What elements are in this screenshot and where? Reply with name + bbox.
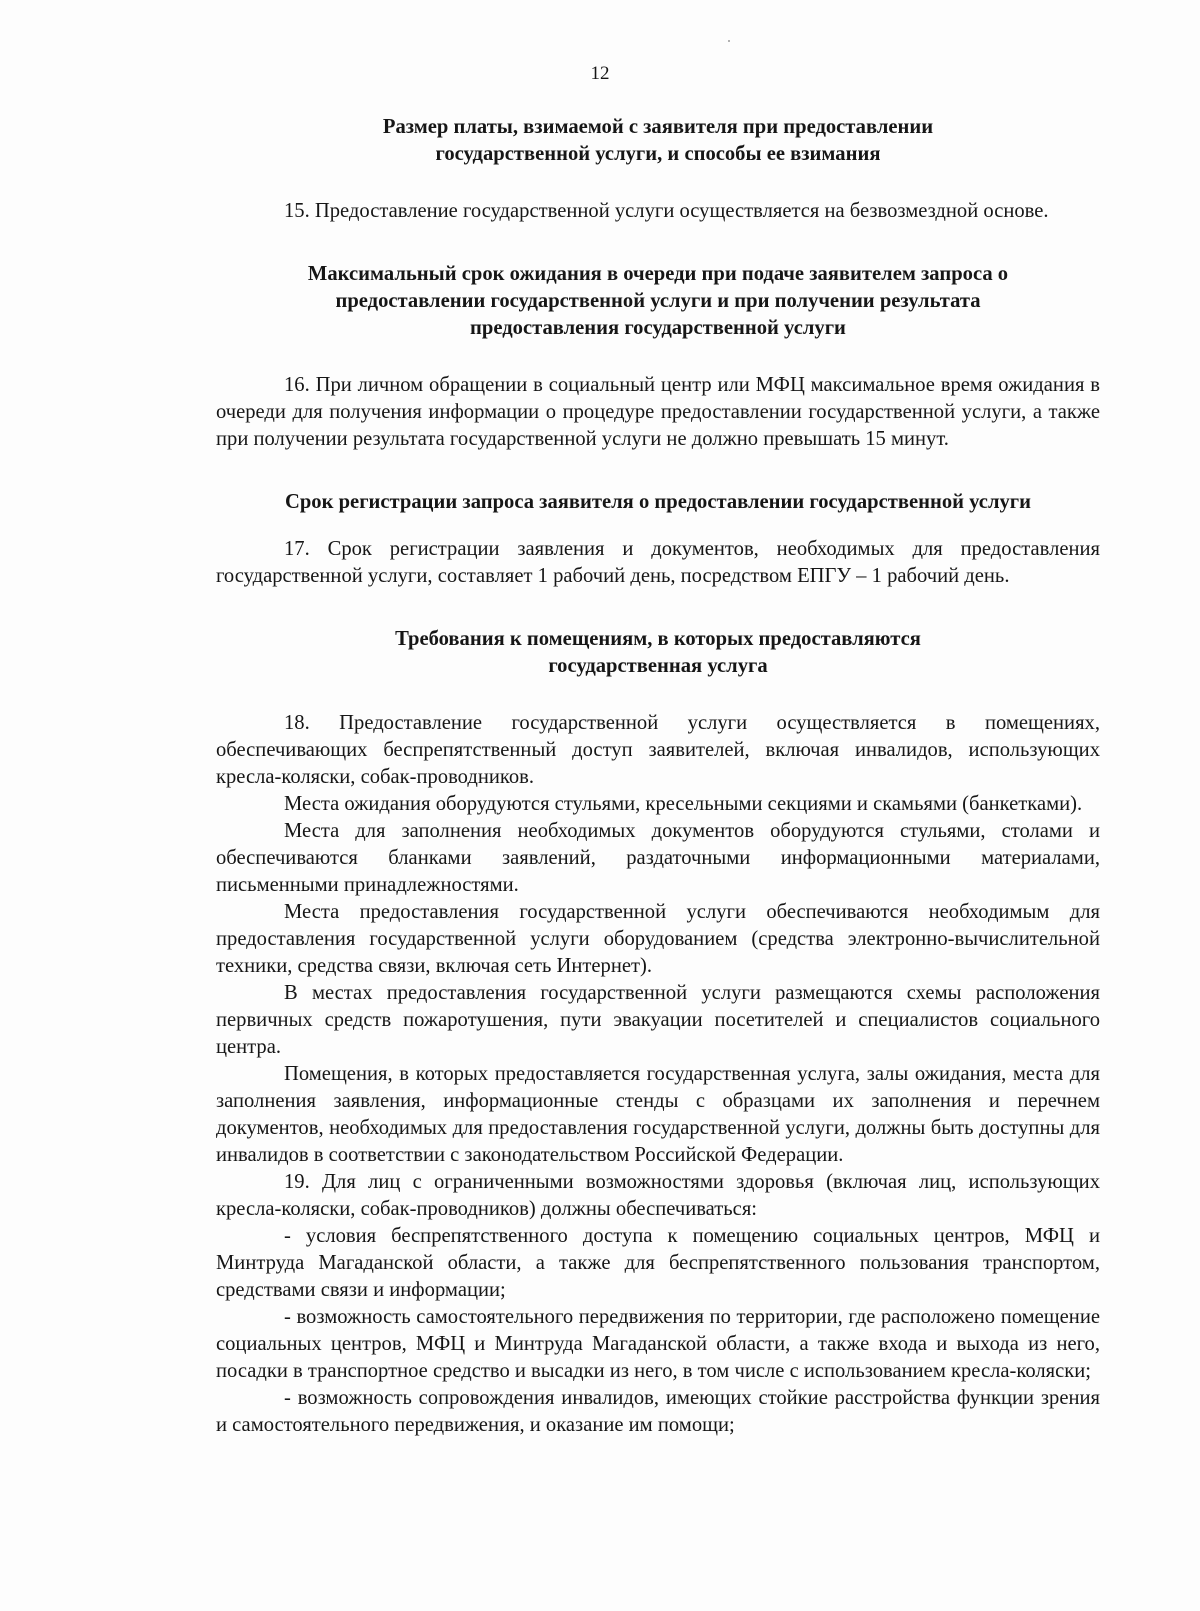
heading-registration: Срок регистрации запроса заявителя о предоставлении государственной услуги — [284, 491, 1032, 513]
list-item-escort: - возможность сопровождения инвалидов, имеющих стойкие расстройства функции зрения и самостоятельного передвижения, и оказание им помощи; — [216, 1387, 1100, 1436]
spacer — [216, 168, 1100, 198]
page-content — [216, 114, 1100, 1439]
spacer — [216, 590, 1100, 626]
page-number: 12 — [590, 63, 610, 84]
heading-fee-line1: Размер платы, взимаемой с заявителя при предоставлении — [382, 116, 934, 138]
scan-speck — [728, 40, 730, 42]
paragraph-18-accessibility: Помещения, в которых предоставляется государственная услуга, залы ожидания, места для заполнения заявления, информационные стенды с образцами их заполнения и перечнем документов, необходимых для предоставления государственной услуги, должны быть доступны для инвалидов в соответствии с законодательством Российской Федерации. — [216, 1063, 1100, 1166]
paragraph-19: 19. Для лиц с ограниченными возможностями здоровья (включая лиц, использующих кресла-коляски, собак-проводников) должны обеспечиваться: — [216, 1171, 1100, 1220]
paragraph-16: 16. При личном обращении в социальный центр или МФЦ максимальное время ожидания в очереди для получения информации о процедуре предоставлении государственной услуги, а также при получении результата государственной услуги не должно превышать 15 минут. — [216, 374, 1100, 450]
heading-queue-line2: предоставлении государственной услуги и при получении результата — [335, 290, 981, 312]
heading-queue-line3: предоставления государственной услуги — [470, 317, 846, 339]
list-item-access: - условия беспрепятственного доступа к помещению социальных центров, МФЦ и Минтруда Магаданской области, а также для беспрепятственного пользования транспортом, средствами связи и информации; — [216, 1225, 1100, 1301]
paragraph-18-forms: Места для заполнения необходимых документов оборудуются стульями, столами и обеспечиваются бланками заявлений, раздаточными информационными материалами, письменными принадлежностями. — [216, 820, 1100, 896]
spacer — [216, 225, 1100, 261]
spacer — [216, 680, 1100, 710]
spacer — [216, 453, 1100, 489]
paragraph-18-equipment: Места предоставления государственной услуги обеспечиваются необходимым для предоставления государственной услуги оборудованием (средства электронно-вычислительной техники, средства связи, включая сеть Интернет). — [216, 901, 1100, 977]
paragraph-18: 18. Предоставление государственной услуги осуществляется в помещениях, обеспечивающих беспрепятственный доступ заявителей, включая инвалидов, использующих кресла-коляски, собак-проводников. — [216, 712, 1100, 788]
heading-fee-line2: государственной услуги, и способы ее взимания — [435, 143, 881, 165]
heading-premises-line1: Требования к помещениям, в которых предоставляются — [395, 628, 921, 650]
paragraph-18-evacuation: В местах предоставления государственной услуги размещаются схемы расположения первичных средств пожаротушения, пути эвакуации посетителей и специалистов социального центра. — [216, 982, 1100, 1058]
spacer — [216, 342, 1100, 372]
paragraph-17: 17. Срок регистрации заявления и документов, необходимых для предоставления государственной услуги, составляет 1 рабочий день, посредством ЕПГУ – 1 рабочий день. — [216, 538, 1100, 587]
heading-queue-line1: Максимальный срок ожидания в очереди при подаче заявителем запроса о — [307, 263, 1009, 285]
paragraph-15: 15. Предоставление государственной услуги осуществляется на безвозмездной основе. — [284, 200, 1049, 222]
spacer — [216, 516, 1100, 536]
paragraph-18-waiting: Места ожидания оборудуются стульями, кресельными секциями и скамьями (банкетками). — [284, 793, 1083, 815]
list-item-movement: - возможность самостоятельного передвижения по территории, где расположено помещение социальных центров, МФЦ и Минтруда Магаданской области, а также входа и выхода из него, посадки в транспортное средство и высадки из него, в том числе с использованием кресла-коляски; — [216, 1306, 1100, 1382]
heading-premises-line2: государственная услуга — [548, 655, 768, 677]
